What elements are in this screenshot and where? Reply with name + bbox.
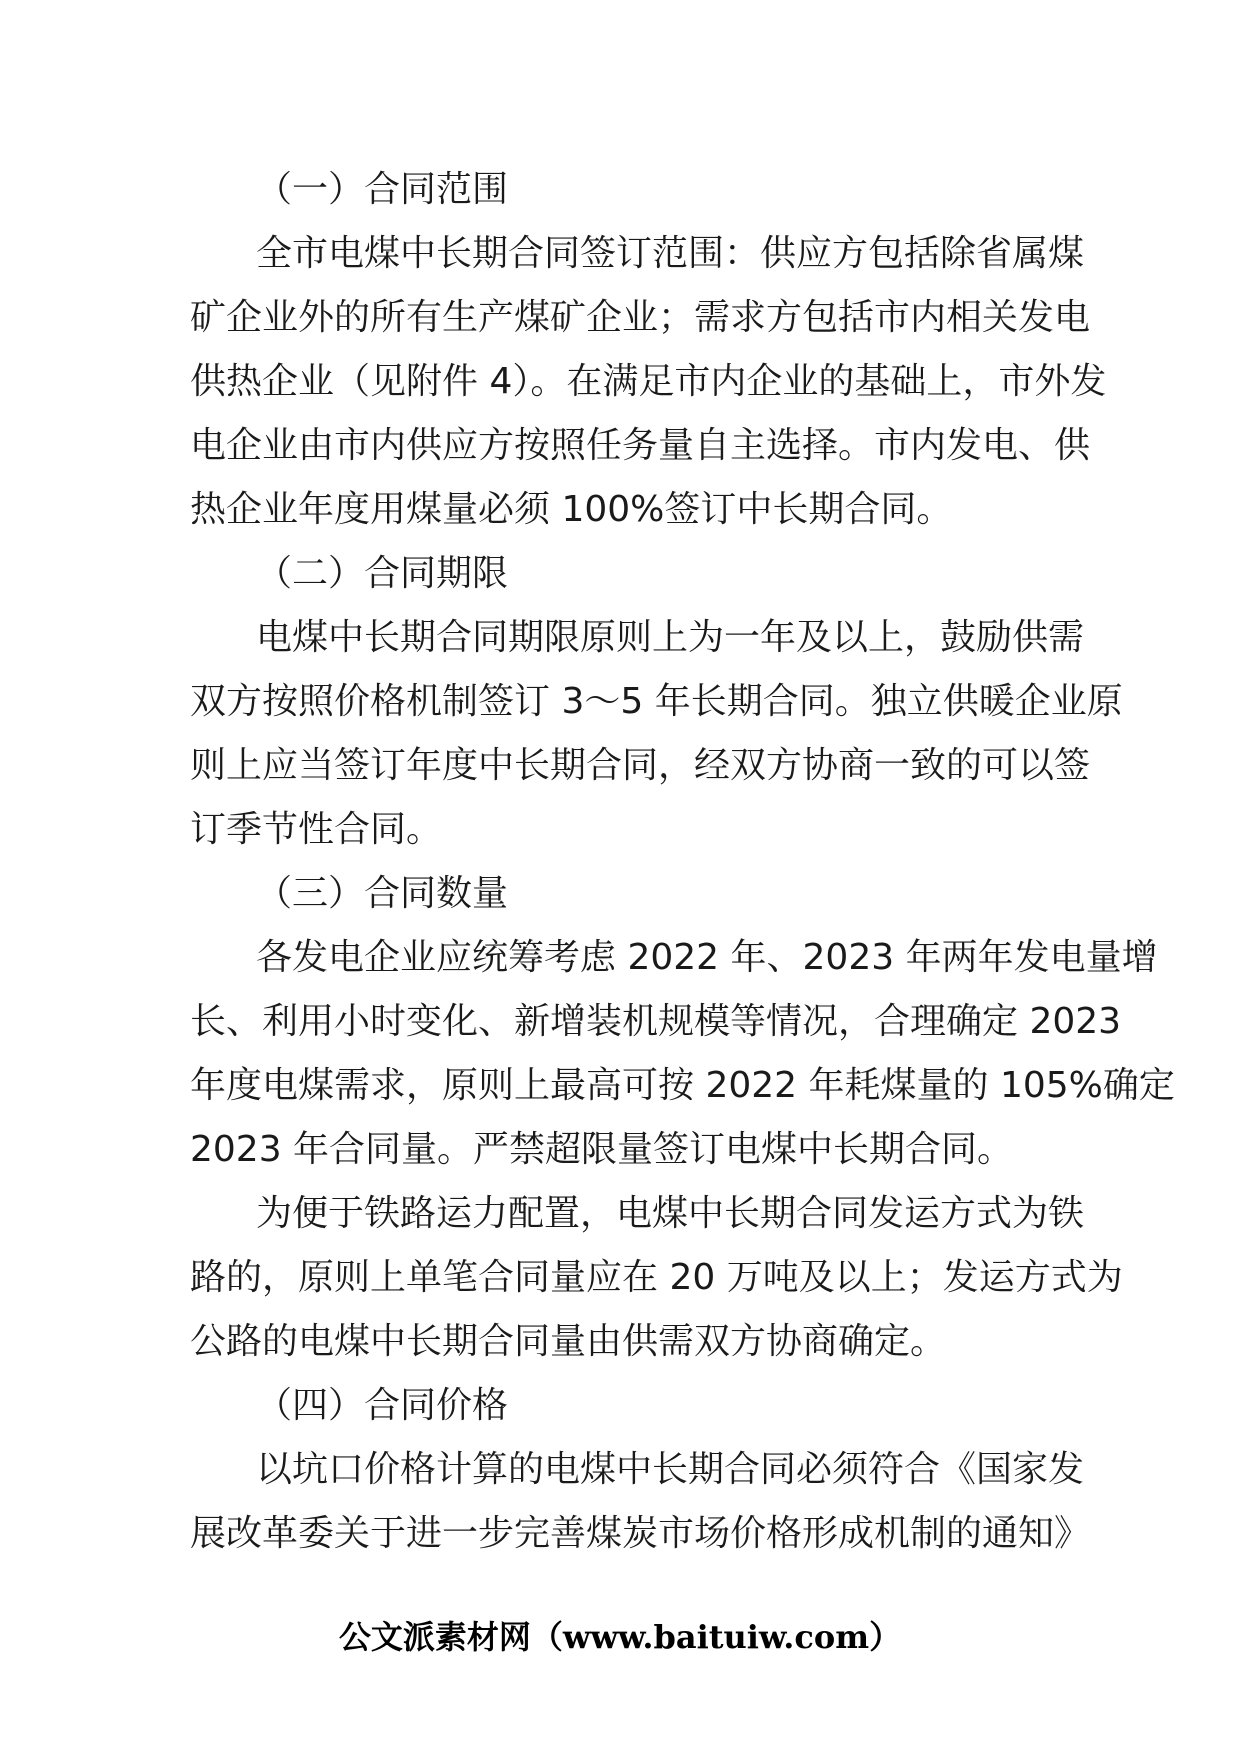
watermark-footer: 公文派素材网（www.baituiw.com）: [338, 1618, 902, 1656]
section-heading: （一）合同范围: [256, 169, 509, 210]
section-heading: （四）合同价格: [256, 1385, 509, 1426]
section-heading: （二）合同期限: [256, 553, 509, 594]
document-body: [190, 158, 1175, 1566]
paragraph-line: 公路的电煤中长期合同量由供需双方协商确定。: [190, 1321, 947, 1362]
paragraph-line: 双方按照价格机制签订 3～5 年长期合同。独立供暖企业原: [190, 681, 1123, 722]
paragraph-line: 长、利用小时变化、新增装机规模等情况，合理确定 2023: [190, 1001, 1122, 1042]
paragraph-line: 热企业年度用煤量必须 100%签订中长期合同。: [190, 489, 953, 530]
paragraph-line: 为便于铁路运力配置，电煤中长期合同发运方式为铁: [256, 1193, 1085, 1234]
paragraph-line: 供热企业（见附件 4）。在满足市内企业的基础上，市外发: [190, 361, 1107, 402]
paragraph-line: 路的，原则上单笔合同量应在 20 万吨及以上；发运方式为: [190, 1257, 1123, 1298]
section-heading: （三）合同数量: [256, 873, 509, 914]
paragraph-line: 以坑口价格计算的电煤中长期合同必须符合《国家发: [256, 1449, 1085, 1490]
paragraph-line: 则上应当签订年度中长期合同，经双方协商一致的可以签: [190, 745, 1091, 786]
paragraph-line: 各发电企业应统筹考虑 2022 年、2023 年两年发电量增: [256, 937, 1158, 978]
paragraph-line: 电企业由市内供应方按照任务量自主选择。市内发电、供: [190, 425, 1091, 466]
paragraph-line: 2023 年合同量。严禁超限量签订电煤中长期合同。: [190, 1129, 1014, 1170]
paragraph-line: 矿企业外的所有生产煤矿企业；需求方包括市内相关发电: [190, 297, 1091, 338]
paragraph-line: 订季节性合同。: [190, 809, 443, 850]
paragraph-line: 年度电煤需求，原则上最高可按 2022 年耗煤量的 105%确定: [190, 1065, 1175, 1106]
paragraph-line: 展改革委关于进一步完善煤炭市场价格形成机制的通知》: [190, 1513, 1091, 1554]
paragraph-line: 电煤中长期合同期限原则上为一年及以上，鼓励供需: [256, 617, 1085, 658]
paragraph-line: 全市电煤中长期合同签订范围：供应方包括除省属煤: [256, 233, 1085, 274]
